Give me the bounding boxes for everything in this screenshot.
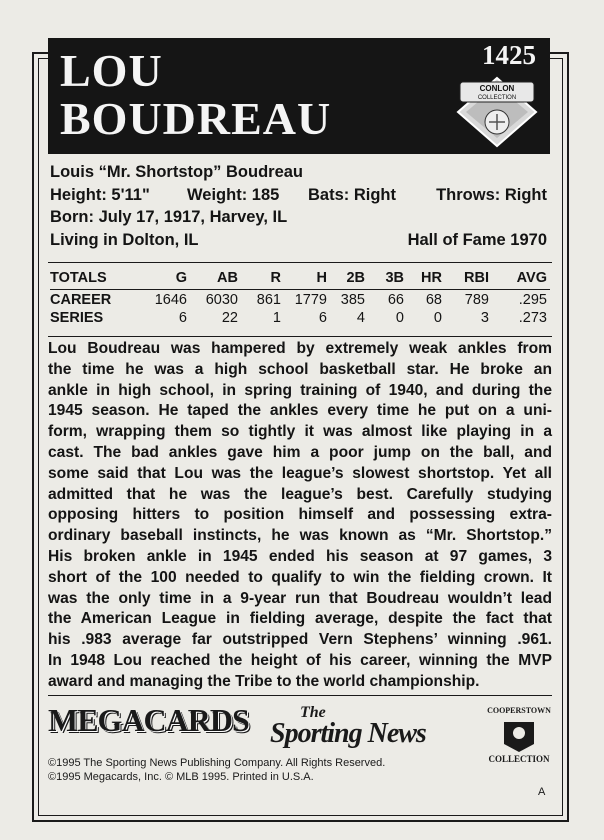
stat-r: 861 [256,292,281,308]
stat-2b: 4 [356,310,365,326]
stats-header-hr: HR [421,270,442,286]
stats-header-ab: AB [217,270,238,286]
weight: Weight: 185 [187,186,280,204]
stat-rbi: 3 [480,310,489,326]
paragraph-line: his .983 average far outstripped Vern Stephens’ winning .961. [48,631,552,649]
stat-hr: 0 [433,310,442,326]
stat-3b: 66 [387,292,404,308]
stat-ab: 22 [221,310,238,326]
conlon-collection-logo [454,72,540,150]
paragraph-line: the time he was a high school basketball star. He broke an [48,360,552,378]
stat-avg: .273 [518,310,547,326]
bio-full-name [50,162,550,182]
paragraph-line: In 1948 Lou reached the height of his career, winning the MVP [48,651,552,669]
paragraph-line: opposing hitters to position himself and possessing extra- [48,506,552,524]
stats-header-g: G [175,270,187,286]
full-name: Louis “Mr. Shortstop” Boudreau [50,163,304,181]
coop-bottom-text: COLLECTION [488,754,550,764]
cooperstown-collection-logo [486,704,552,770]
stats-header-avg: AVG [516,270,547,286]
height: Height: 5'11" [50,186,150,204]
stat-r: 1 [272,310,281,326]
stats-bottom-divider [48,336,552,337]
throws: Throws: Right [436,186,547,204]
paragraph-line: cast. The bad ankles gave him a poor jump on the ball, and [48,443,552,461]
stat-rbi: 789 [464,292,489,308]
copyright-line-2: ©1995 Megacards, Inc. © MLB 1995. Printed in U.S.A. [48,771,314,783]
stat-avg: .295 [518,292,547,308]
paragraph-line: ankle in high school, in spring training of 1940, and during the [48,381,552,399]
copyright-line-1: ©1995 The Sporting News Publishing Company. All Rights Reserved. [48,757,386,769]
stats-header-rbi: RBI [464,270,489,286]
stat-hr: 68 [425,292,442,308]
paragraph-line: Lou Boudreau was hampered by extremely weak ankles from [48,340,552,357]
paragraph-line: short of the 100 needed to qualify to win the fielding crown. It [48,568,552,586]
paragraph-line: some said that Lou was the league’s slowest shortstop. Yet all [48,464,552,482]
player-last-name: BOUDREAU [60,93,332,144]
biography-paragraph [48,339,552,693]
stats-row-label: CAREER [50,292,112,308]
paragraph-line: form, wrapping them so tightly it was almost like playing in a [48,423,552,441]
stats-header-h: H [316,270,327,286]
megacards-logo: MEGACARDS [48,702,249,738]
stat-3b: 0 [395,310,404,326]
paragraph-line: the American League in fielding average, despite the fact that [48,610,552,628]
stats-header-2b: 2B [346,270,365,286]
print-code: A [538,786,546,798]
paragraph-line: 1945 season. He taped the ankles every time he put on a uni- [48,402,552,420]
stat-g: 6 [178,310,187,326]
name-header [48,38,550,154]
sporting-news-logo [270,704,460,754]
paragraph-line: award and managing the Tribe to the world championship. [48,672,480,690]
stats-table [50,270,550,328]
stat-2b: 385 [340,292,365,308]
card-number: 1425 [482,40,536,70]
footer-divider [48,695,552,696]
stats-header-totals: TOTALS [50,270,107,286]
stat-ab: 6030 [205,292,238,308]
stats-top-divider [48,262,552,263]
stats-header-r: R [270,270,281,286]
coop-top-text: COOPERSTOWN [487,706,551,715]
sporting-news-title: Sporting News [270,718,426,749]
svg-text:COLLECTION: COLLECTION [477,95,517,101]
stat-h: 1779 [294,292,327,308]
paragraph-line: ordinary baseball instincts, he was known as “Mr. Shortstop.” [48,527,552,545]
paragraph-line: admitted that he was the league’s best. Carefully studying [48,485,552,503]
bio-born [50,207,550,227]
bio-living [50,230,550,250]
stat-g: 1646 [154,292,187,308]
paragraph-line: was the only time in a 9-year run that Boudreau wouldn’t lead [48,589,552,607]
living: Living in Dolton, IL [50,231,199,249]
stats-header-row [50,270,550,290]
hall-of-fame: Hall of Fame 1970 [407,231,547,249]
paragraph-line: His broken ankle in 1945 ended his season at 97 games, 3 [48,547,552,565]
sporting-news-the: The [300,704,326,721]
born: Born: July 17, 1917, Harvey, IL [50,208,288,226]
svg-text:CONLON: CONLON [479,84,515,93]
player-first-name: LOU [60,45,163,96]
bats: Bats: Right [308,186,396,204]
stats-row-series [50,310,550,328]
stat-h: 6 [318,310,327,326]
bio-measurements [50,185,550,205]
stats-row-career [50,292,550,310]
stats-header-3b: 3B [385,270,404,286]
stats-row-label: SERIES [50,310,104,326]
